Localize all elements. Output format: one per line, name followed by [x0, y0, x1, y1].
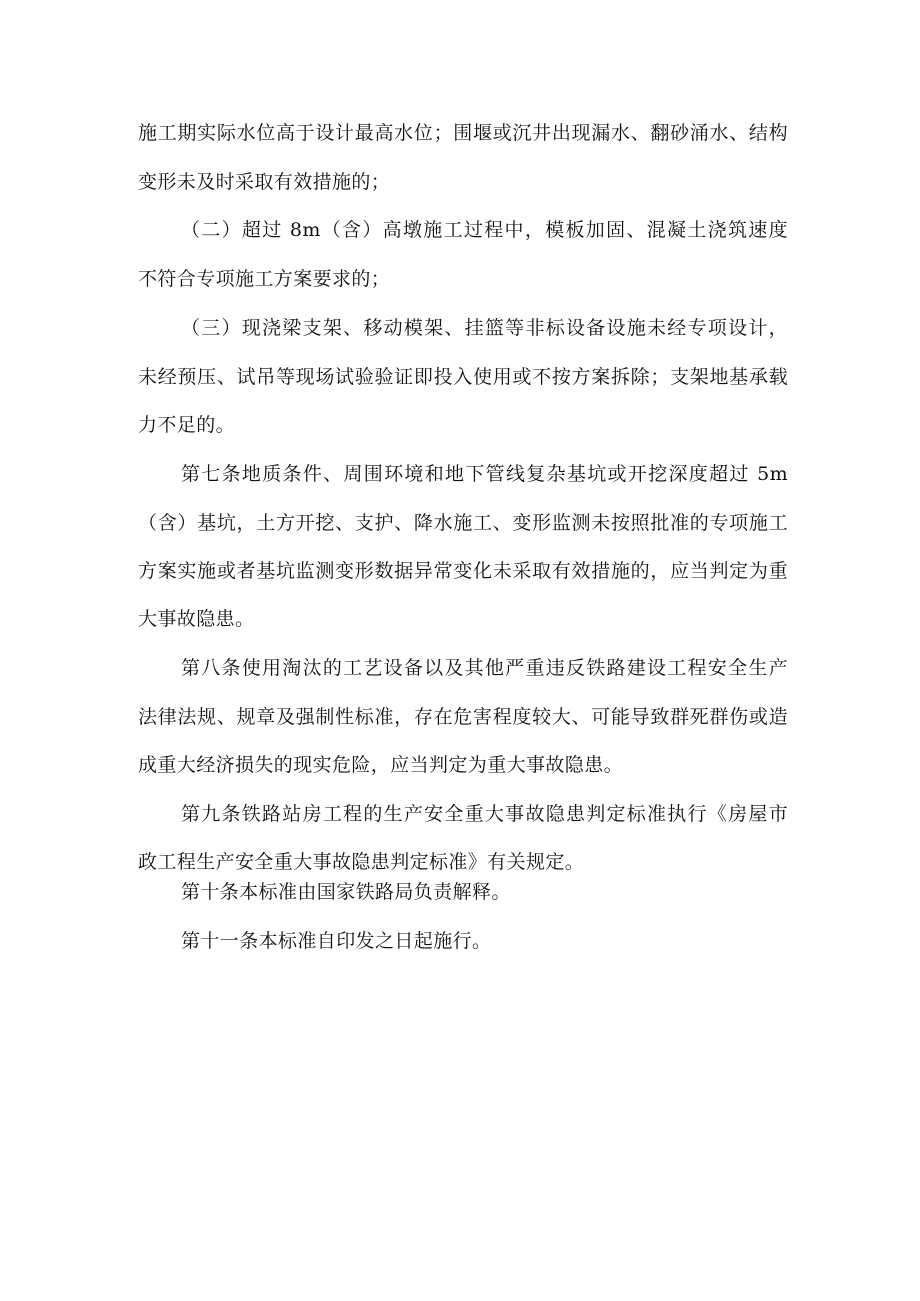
article-7-line: （含）基坑，土方开挖、支护、降水施工、变形监测未按照批准的专项施工	[138, 512, 788, 534]
article-7-line: 第七条地质条件、周围环境和地下管线复杂基坑或开挖深度超过 5m	[181, 463, 788, 485]
paragraph-line: 变形未及时采取有效措施的；	[138, 171, 391, 193]
article-9-line: 第九条铁路站房工程的生产安全重大事故隐患判定标准执行《房屋市	[181, 803, 788, 825]
article-10-line: 第十条本标准由国家铁路局负责解释。	[181, 881, 511, 903]
clause-3-line: 未经预压、试吊等现场试验验证即投入使用或不按方案拆除；支架地基承载	[138, 366, 788, 388]
article-7-line: 方案实施或者基坑监测变形数据异常变化未采取有效措施的，应当判定为重	[138, 560, 788, 582]
paragraph-line: 施工期实际水位高于设计最高水位；围堰或沉井出现漏水、翻砂涌水、结构	[138, 122, 788, 144]
clause-2-line: （二）超过 8m（含）高墩施工过程中，模板加固、混凝土浇筑速度	[181, 219, 788, 241]
article-7-line: 大事故隐患。	[138, 608, 255, 630]
clause-3-line: （三）现浇梁支架、移动模架、挂篮等非标设备设施未经专项设计，	[181, 317, 788, 339]
article-8-line: 成重大经济损失的现实危险，应当判定为重大事故隐患。	[138, 754, 624, 776]
clause-2-line: 不符合专项施工方案要求的；	[138, 268, 391, 290]
article-8-line: 法律法规、规章及强制性标准，存在危害程度较大、可能导致群死群伤或造	[138, 706, 788, 728]
clause-3-line: 力不足的。	[138, 414, 236, 436]
article-8-line: 第八条使用淘汰的工艺设备以及其他严重违反铁路建设工程安全生产	[181, 657, 788, 679]
article-11-line: 第十一条本标准自印发之日起施行。	[181, 930, 492, 952]
article-9-line: 政工程生产安全重大事故隐患判定标准》有关规定。	[138, 851, 585, 873]
